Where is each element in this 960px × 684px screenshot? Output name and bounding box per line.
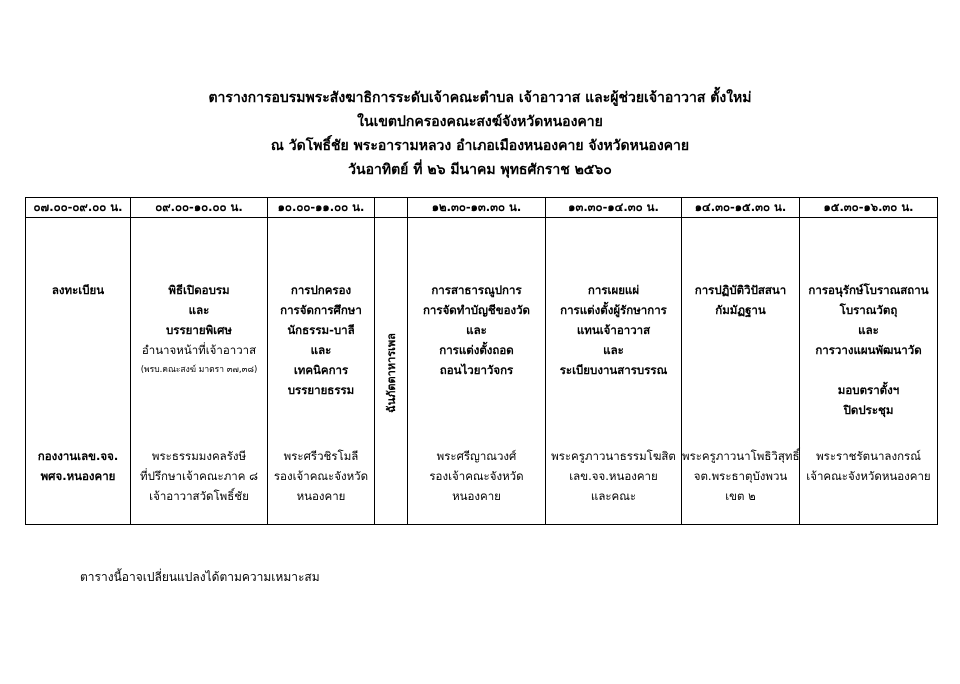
lunch-label: ฉันภัตตาหารเพล xyxy=(385,333,398,413)
session-6-line-2: การแต่งตั้งผู้รักษาการ xyxy=(560,303,667,317)
speaker-5-line-1: พระศรีญาณวงศ์ xyxy=(436,449,517,463)
time-slot-6: ๑๓.๓๐-๑๔.๓๐ น. xyxy=(546,198,682,218)
speaker-7 xyxy=(682,446,799,506)
time-slot-3: ๑๐.๐๐-๑๑.๐๐ น. xyxy=(268,198,375,218)
schedule-table xyxy=(25,197,938,525)
time-slot-lunch xyxy=(375,198,408,218)
session-5-line-1: การสาธารณูปการ xyxy=(431,283,522,297)
speaker-3-line-1: พระศรีวชิรโมลี xyxy=(283,449,359,463)
schedule-body-row xyxy=(26,218,938,525)
speaker-2 xyxy=(131,446,267,506)
session-2-line-3: บรรยายพิเศษ xyxy=(166,323,232,337)
session-6 xyxy=(546,280,681,380)
speaker-3 xyxy=(268,446,374,506)
session-3 xyxy=(268,280,374,400)
session-8-line-1: การอนุรักษ์โบราณสถาน xyxy=(808,283,929,297)
speaker-1-line-2: พศจ.หนองคาย xyxy=(40,469,116,483)
speaker-3-line-3: หนองคาย xyxy=(296,489,346,503)
session-8-spacer xyxy=(800,360,937,380)
speaker-5-line-2: รองเจ้าคณะจังหวัด xyxy=(429,469,524,483)
session-7-line-2: กัมมัฏฐาน xyxy=(715,303,766,317)
session-8-line-5: มอบตราตั้งฯ xyxy=(837,383,900,397)
speaker-1-line-1: กองงานเลข.จจ. xyxy=(37,449,119,463)
time-header-row xyxy=(26,198,938,218)
session-8-line-2: โบราณวัตถุ xyxy=(839,303,898,317)
session-3-line-2: การจัดการศึกษา xyxy=(280,303,362,317)
session-7 xyxy=(682,280,799,320)
speaker-8-line-2: เจ้าคณะจังหวัดหนองคาย xyxy=(806,469,931,483)
slot-cell-3 xyxy=(268,218,375,525)
session-3-line-5: เทคนิคการ xyxy=(293,363,349,377)
speaker-6 xyxy=(546,446,681,506)
title-line-2: ในเขตปกครองคณะสงฆ์จังหวัดหนองคาย xyxy=(357,114,603,130)
session-8-line-3: และ xyxy=(858,323,879,337)
session-3-line-6: บรรยายธรรม xyxy=(287,383,355,397)
session-5 xyxy=(408,280,545,380)
speaker-3-line-2: รองเจ้าคณะจังหวัด xyxy=(273,469,369,483)
speaker-7-line-1: พระครูภาวนาโพธิวิสุทธิ์ xyxy=(682,449,800,463)
session-1 xyxy=(26,280,130,300)
session-3-line-1: การปกครอง xyxy=(290,283,352,297)
slot-cell-7 xyxy=(682,218,800,525)
title-line-4: วันอาทิตย์ ที่ ๒๖ มีนาคม พุทธศักราช ๒๕๖๐ xyxy=(348,162,612,178)
session-8-line-4: การวางแผนพัฒนาวัด xyxy=(815,343,922,357)
session-3-line-3: นักธรรม-บาลี xyxy=(287,323,355,337)
title-line-1: ตารางการอบรมพระสังฆาธิการระดับเจ้าคณะตำบล เจ้าอาวาส และผู้ช่วยเจ้าอาวาส ตั้งใหม่ xyxy=(208,90,752,106)
session-5-line-4: การแต่งตั้งถอด xyxy=(439,343,514,357)
session-8-line-6: ปิดประชุม xyxy=(843,403,894,417)
session-2 xyxy=(131,280,267,380)
speaker-5-line-3: หนองคาย xyxy=(452,489,501,503)
session-3-line-4: และ xyxy=(310,343,332,357)
time-slot-7: ๑๔.๓๐-๑๕.๓๐ น. xyxy=(682,198,800,218)
speaker-2-line-3: เจ้าอาวาสวัดโพธิ์ชัย xyxy=(149,489,249,503)
speaker-8-line-1: พระราชรัตนาลงกรณ์ xyxy=(816,449,921,463)
session-1-line-1: ลงทะเบียน xyxy=(51,283,105,297)
time-slot-8: ๑๕.๓๐-๑๖.๓๐ น. xyxy=(800,198,938,218)
speaker-6-line-3: และคณะ xyxy=(590,489,637,503)
session-8 xyxy=(800,280,937,420)
speaker-2-line-2: ที่ปรึกษาเจ้าคณะภาค ๘ xyxy=(140,469,258,483)
slot-cell-1 xyxy=(26,218,131,525)
slot-cell-2 xyxy=(131,218,268,525)
speaker-6-line-1: พระครูภาวนาธรรมโฆสิต xyxy=(551,449,676,463)
slot-cell-6 xyxy=(546,218,682,525)
document-title xyxy=(0,86,960,182)
time-slot-5: ๑๒.๓๐-๑๓.๓๐ น. xyxy=(408,198,546,218)
session-6-line-4: และ xyxy=(603,343,624,357)
session-5-line-5: ถอนไวยาวัจกร xyxy=(439,363,514,377)
title-line-3: ณ วัดโพธิ์ชัย พระอารามหลวง อำเภอเมืองหนองคาย จังหวัดหนองคาย xyxy=(270,138,690,154)
session-6-line-5: ระเบียบงานสารบรรณ xyxy=(559,363,668,377)
slot-cell-5 xyxy=(408,218,546,525)
lunch-cell xyxy=(375,218,408,525)
session-7-line-1: การปฏิบัติวิปัสสนา xyxy=(694,283,787,297)
session-2-line-2: และ xyxy=(188,303,210,317)
speaker-8 xyxy=(800,446,937,486)
speaker-2-line-1: พระธรรมมงคลรังษี xyxy=(151,449,247,463)
session-5-line-2: การจัดทำบัญชีของวัด xyxy=(422,303,531,317)
time-slot-1: ๐๗.๐๐-๐๙.๐๐ น. xyxy=(26,198,131,218)
session-5-line-3: และ xyxy=(466,323,487,337)
session-6-line-3: แทนเจ้าอาวาส xyxy=(576,323,651,337)
speaker-7-line-2: จต.พระธาตุบังพวน xyxy=(693,469,788,483)
session-2-line-1: พิธีเปิดอบรม xyxy=(168,283,230,297)
footnote: ตารางนี้อาจเปลี่ยนแปลงได้ตามความเหมาะสม xyxy=(80,570,320,584)
speaker-1 xyxy=(26,446,130,486)
session-2-line-4: อำนาจหน้าที่เจ้าอาวาส xyxy=(141,343,257,357)
session-2-line-5: (พรบ.คณะสงฆ์ มาตรา ๓๗,๓๘) xyxy=(140,365,258,375)
speaker-5 xyxy=(408,446,545,506)
speaker-6-line-2: เลข.จจ.หนองคาย xyxy=(569,469,658,483)
slot-cell-8 xyxy=(800,218,938,525)
session-6-line-1: การเผยแผ่ xyxy=(587,283,640,297)
time-slot-2: ๐๙.๐๐-๑๐.๐๐ น. xyxy=(131,198,268,218)
speaker-7-line-3: เขต ๒ xyxy=(725,489,756,503)
